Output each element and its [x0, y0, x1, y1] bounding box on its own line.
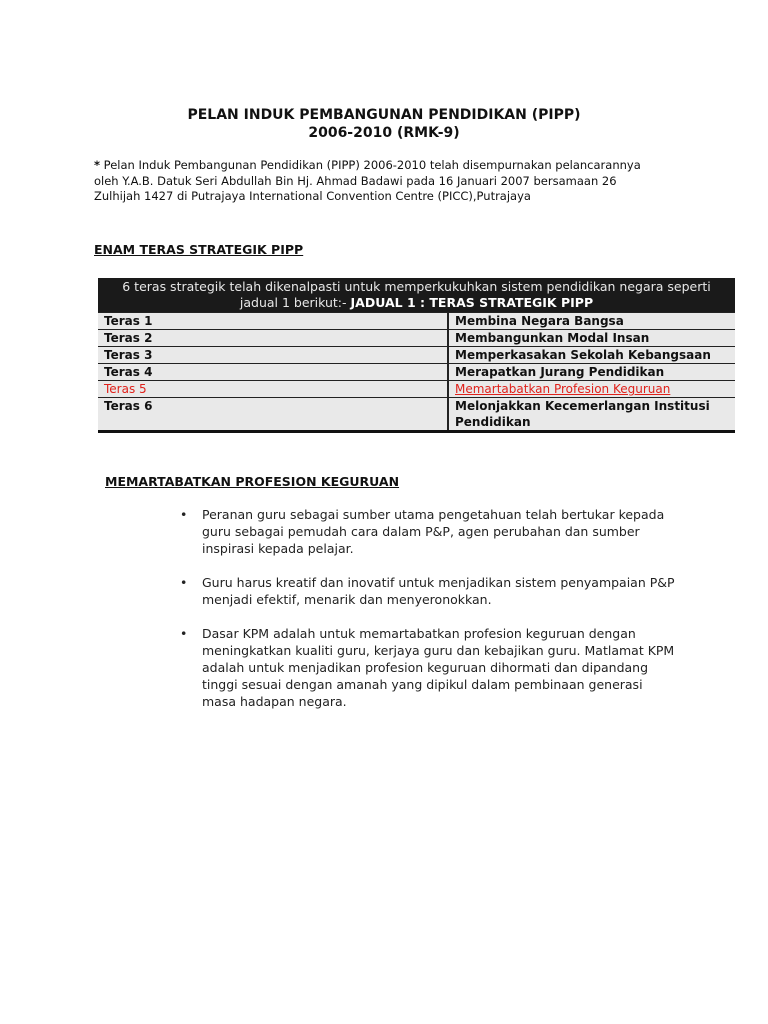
table-row: [98, 397, 735, 430]
table-header-text: 6 teras strategik telah dikenalpasti untuk memperkukuhkan sistem pendidikan negara seperti jadual 1 berikut:-: [122, 279, 711, 310]
asterisk: *: [94, 158, 101, 172]
teras-label: Teras 4: [98, 364, 449, 380]
teras-label: Teras 5: [98, 381, 449, 397]
table-row: [98, 363, 735, 380]
teras-description: Memartabatkan Profesion Keguruan: [455, 382, 671, 396]
teras-label: Teras 6: [98, 398, 449, 430]
table-caption: JADUAL 1 : TERAS STRATEGIK PIPP: [350, 295, 594, 310]
bullet-icon: •: [180, 507, 188, 522]
teras-description: Memperkasakan Sekolah Kebangsaan: [455, 348, 711, 362]
teras-table: [98, 278, 735, 433]
list-item-text: Dasar KPM adalah untuk memartabatkan profesion keguruan dengan meningkatkan kualiti guru, kerjaya guru dan kebajikan guru. Matlamat KPM adalah untuk menjadikan profesion keguruan dihormati dan dipandang tinggi sesuai dengan amanah yang dipikul dalam pembinaan generasi masa hadapan negara.: [202, 626, 675, 709]
table-header: [98, 278, 735, 312]
list-item: [180, 506, 680, 557]
document-subtitle: 2006-2010 (RMK-9): [308, 125, 460, 141]
intro-line-1: [94, 157, 694, 173]
intro-line-2: oleh Y.A.B. Datuk Seri Abdullah Bin Hj. Ahmad Badawi pada 16 Januari 2007 bersamaan 26: [94, 174, 617, 188]
section-heading-teras: ENAM TERAS STRATEGIK PIPP: [94, 242, 304, 257]
teras-label: Teras 1: [98, 313, 449, 329]
teras-description: Merapatkan Jurang Pendidikan: [455, 365, 665, 379]
bullet-icon: •: [180, 626, 188, 641]
section-heading-keguruan: MEMARTABATKAN PROFESION KEGURUAN: [105, 474, 400, 489]
list-item: [180, 574, 680, 608]
bullet-list: [180, 506, 680, 727]
document-title: PELAN INDUK PEMBANGUNAN PENDIDIKAN (PIPP): [187, 107, 581, 123]
teras-label: Teras 2: [98, 330, 449, 346]
table-row: [98, 329, 735, 346]
teras-label: Teras 3: [98, 347, 449, 363]
bullet-icon: •: [180, 575, 188, 590]
teras-description: Melonjakkan Kecemerlangan Institusi Pendidikan: [455, 399, 710, 429]
list-item-text: Peranan guru sebagai sumber utama pengetahuan telah bertukar kepada guru sebagai pemudah cara dalam P&P, agen perubahan dan sumber inspirasi kepada pelajar.: [202, 507, 665, 556]
table-row: [98, 346, 735, 363]
intro-line-3: Zulhijah 1427 di Putrajaya International Convention Centre (PICC),Putrajaya: [94, 189, 531, 203]
table-row: [98, 380, 735, 397]
list-item: [180, 625, 680, 710]
teras-description: Membangunkan Modal Insan: [455, 331, 650, 345]
teras-description: Membina Negara Bangsa: [455, 314, 624, 328]
table-row: [98, 312, 735, 329]
list-item-text: Guru harus kreatif dan inovatif untuk menjadikan sistem penyampaian P&P menjadi efektif, menarik dan menyeronokkan.: [202, 575, 675, 607]
intro-text-1: Pelan Induk Pembangunan Pendidikan (PIPP) 2006-2010 telah disempurnakan pelancarannya: [100, 158, 641, 172]
